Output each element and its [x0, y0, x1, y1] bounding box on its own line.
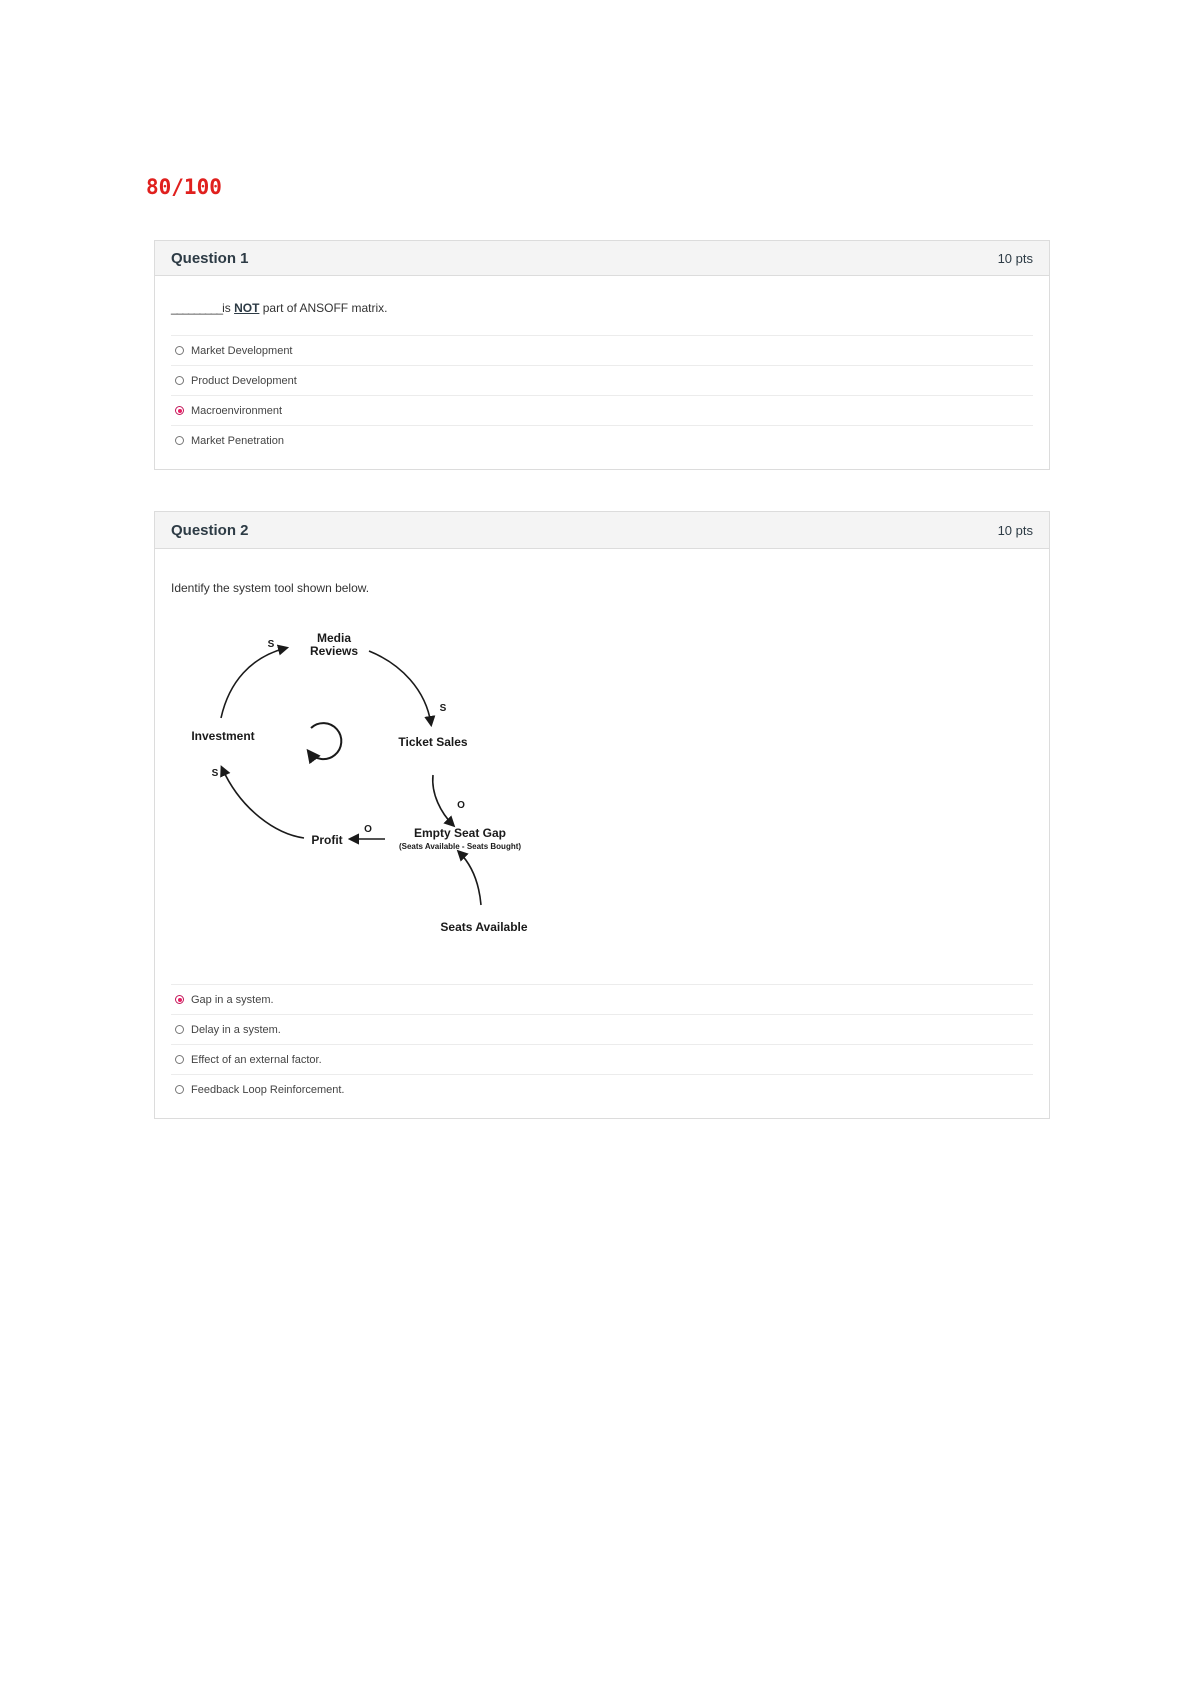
- answer-label: Market Development: [191, 344, 293, 357]
- arrow-seats-gap: [459, 852, 481, 905]
- question-title: Question 2: [171, 521, 249, 539]
- edge-label: O: [364, 824, 372, 835]
- question-points: 10 pts: [997, 522, 1033, 538]
- answer-label: Product Development: [191, 374, 297, 387]
- node-investment-label: Investment: [191, 729, 255, 743]
- question-text-part: part of ANSOFF matrix.: [259, 301, 388, 315]
- edge-label: O: [457, 800, 465, 811]
- radio-button[interactable]: [175, 436, 184, 445]
- question-card-2: [154, 511, 1050, 1119]
- answer-label: Macroenvironment: [191, 404, 283, 417]
- edge-label: S: [439, 703, 447, 714]
- radio-button[interactable]: [175, 1055, 184, 1064]
- score-text: 80/100: [146, 175, 222, 199]
- answer-list: [171, 335, 1033, 455]
- node-profit-label: Profit: [311, 833, 343, 847]
- node-media-label: Reviews: [309, 644, 359, 658]
- answer-option[interactable]: [171, 365, 1033, 395]
- causal-loop-diagram: [171, 612, 531, 932]
- radio-button[interactable]: [175, 1085, 184, 1094]
- arrow-investment-media: [221, 648, 286, 718]
- edge-label: S: [211, 768, 219, 779]
- node-media-label: Media: [316, 631, 352, 645]
- question-text-part: is: [222, 301, 235, 315]
- answer-option[interactable]: [171, 335, 1033, 365]
- question-text: Identify the system tool shown below.: [171, 581, 370, 595]
- fill-blank: _________: [171, 301, 223, 315]
- answer-option[interactable]: [171, 425, 1033, 455]
- radio-button[interactable]: [175, 1025, 184, 1034]
- answer-label: Delay in a system.: [191, 1023, 281, 1036]
- edge-label: S: [267, 639, 275, 650]
- radio-button[interactable]: [175, 346, 184, 355]
- question-title: Question 1: [171, 249, 249, 267]
- node-empty-seat-gap-sub: (Seats Available - Seats Bought): [398, 842, 522, 851]
- question-points: 10 pts: [997, 250, 1033, 266]
- emphasis-text: NOT: [234, 301, 260, 315]
- answer-option-selected[interactable]: [171, 395, 1033, 425]
- answer-label: Gap in a system.: [191, 993, 274, 1006]
- answer-option[interactable]: [171, 1014, 1033, 1044]
- loop-icon: [309, 723, 341, 759]
- arrow-ticket-gap: [433, 775, 453, 825]
- question-text: [171, 301, 387, 315]
- question-header: [155, 512, 1049, 549]
- arrow-media-ticket: [369, 651, 431, 724]
- answer-option[interactable]: [171, 1044, 1033, 1074]
- answer-option[interactable]: [171, 1074, 1033, 1104]
- question-card-1: [154, 240, 1050, 470]
- answer-label: Effect of an external factor.: [191, 1053, 322, 1066]
- answer-label: Feedback Loop Reinforcement.: [191, 1083, 345, 1096]
- radio-button-selected[interactable]: [175, 406, 184, 415]
- answer-option-selected[interactable]: [171, 984, 1033, 1014]
- radio-button-selected[interactable]: [175, 995, 184, 1004]
- node-seats-available-label: Seats Available: [440, 920, 528, 932]
- answer-list: [171, 984, 1033, 1104]
- question-header: [155, 241, 1049, 276]
- arrow-profit-investment: [222, 768, 304, 838]
- radio-button[interactable]: [175, 376, 184, 385]
- answer-label: Market Penetration: [191, 434, 284, 447]
- node-ticket-sales-label: Ticket Sales: [398, 735, 468, 749]
- node-empty-seat-gap-label: Empty Seat Gap: [413, 826, 507, 840]
